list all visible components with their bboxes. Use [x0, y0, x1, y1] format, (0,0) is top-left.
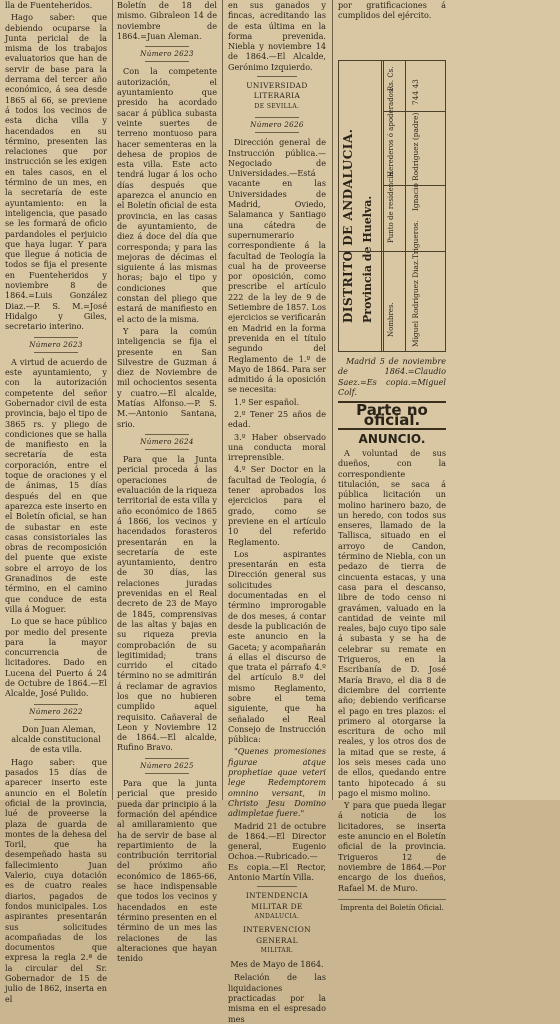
notice-number: Número 2623: [117, 46, 217, 62]
text-paragraph: Madrid 21 de octubre de 1864.—El Director general, Eugenio Ochoa.—Rubricado.—Es copia.—El Rector, Antonio Martín Villa.: [228, 820, 326, 883]
table-header-name: Nombres.: [387, 302, 395, 337]
notice-number: Número 2626: [228, 117, 326, 133]
column-3: [228, 0, 326, 1024]
section-subheading: DE SEVILLA.: [254, 102, 300, 110]
list-item: 1.º Ser español.: [234, 396, 300, 407]
table-header-heirs: Herederos ó apoderados.: [387, 87, 395, 177]
text-paragraph: Para que la Junta pericial proceda á las operaciones de evaluación de la riqueza territorial de esta villa y año económico de 1865 á 1866, los vecinos y hacendados forasteros presentarán en la secretaría de este ayuntamiento, dentro de 30 días, las relaciones juradas prevenidas en el Real decreto de 23 de Mayo de 1845, comprensivas de las altas y bajas en su riqueza previa comprobación de su legitimidad; trans currido el citado término no se admitirán á reclamar de agravios los que no hubieren cumplido aquel requisito. Cañaveral de Leon y Noviembre 12 de 1864.—El alcalde, Rufino Bravo.: [117, 454, 217, 753]
text-paragraph: Dirección general de Instrucción pública.—Negociado de Universidades.—Está vacante en las Universidades de Madrid, Oviedo, Salamanca y Santiago una cátedra de supernumerario correspondiente á la facultad de Teología la cual ha de proveerse por oposición, como prescribe el artículo 222 de la ley de 9 de Setiembre de 1857. Los ejercicios se verificarán en Madrid en la forma prevenida en el título segundo del Reglamento de 1.º de Mayo de 1864. Para ser admitido á la oposición se necesita:: [228, 137, 326, 395]
table-cell-heirs: Ignacio Rodriguez (padre): [411, 112, 420, 211]
table-rule: [383, 185, 445, 186]
table-rule: [339, 251, 445, 252]
table-rule: [405, 61, 406, 351]
notice-number: Número 2624: [117, 434, 217, 450]
section-heading: INTENDENCIA MILITAR DE: [245, 891, 309, 911]
column-2: [117, 0, 217, 964]
section-heading: INTERVENCION GENERAL: [242, 925, 312, 945]
list-item: 3.º Haber observado una conducta moral irreprensible.: [228, 431, 326, 463]
divider: [257, 76, 296, 77]
text-paragraph: Para que la junta pericial que presido pueda dar principio á la formación del apéndice al amillaramiento que ha de servir de base al repartimiento de la contribución territorial del próximo año económico de 1865-66, se hace indispensable que todos los vecinos y hacendados en este término presenten en el término de un mes las relaciones de las alteraciones que hayan tenido: [117, 778, 217, 964]
imprint-footer: Imprenta del Boletín Oficial.: [338, 899, 446, 913]
text-paragraph: por gratificaciones á cumplidos del ejército.: [338, 0, 446, 21]
table-rule: [383, 61, 384, 351]
text-paragraph: en sus ganados y fincas, acreditando las de esta última en la forma prevenida. Niebla y noviembre 14 de 1864.—El Alcalde, Gerónimo Izquierdo.: [228, 0, 326, 72]
column-4-lower: [338, 356, 446, 912]
table-header-amount: Rs. Cs.: [387, 66, 395, 91]
section-heading: UNIVERSIDAD LITERARIA: [246, 81, 308, 101]
notice-number: Número 2625: [117, 758, 217, 774]
column-rule: [222, 0, 223, 800]
announcement-title: ANUNCIO.: [358, 431, 426, 446]
text-paragraph: "Quenes promesiones figurae atque prophetiae quae veteri lege Redemptorem omnino versant, in Christo Jesu Domino adimpletae fuere.": [228, 746, 326, 819]
list-item: 4.º Ser Doctor en la facultad de Teología, ó tener aprobados los ejercicios para el grado, como se previene en el artículo 10 del referido Reglamento.: [228, 464, 326, 547]
column-rule: [112, 0, 113, 800]
column-rule: [332, 0, 333, 800]
table-province-title: Provincia de Huelva.: [361, 195, 374, 323]
table-rule: [383, 111, 445, 112]
text-paragraph: Don Juan Aleman, alcalde constitucional de esta villa.: [11, 723, 101, 755]
liquidation-table: [338, 60, 446, 352]
table-cell-residence: Trigueros.: [411, 220, 420, 259]
date-signature: Madrid 5 de noviembre de 1864.=Claudio Saez.=Es copia.=Miguel Colf.: [338, 356, 446, 397]
text-paragraph: Los aspirantes presentarán en esta Dirección general sus solicitudes documentadas en el término improrogable de dos meses, á contar desde la publicación de este anuncio en la Gaceta; y acompañarán á ellas el discurso de que trata el párrafo 4.º del artículo 8.º del mismo Reglamento, sobre el tema siguiente, que ha señalado el Real Consejo de Instrucción pública:: [228, 548, 326, 745]
notice-number: Número 2623: [5, 337, 107, 353]
text-paragraph: Con la competente autorización, el ayuntamiento que presido ha acordado sacar á pública subasta veinte suertes de terreno montuoso para hacer sementeras en la dehesa de propios de esta villa. Este acto tendrá lugar á los ocho días después que aparezca el anuncio en el Boletín oficial de esta provincia, en las casas de ayuntamiento, de diez á doce del día que corresponda; y para las mejoras de décimas el siguiente á las mismas horas; bajo el tipo y condiciones que constan del pliego que estará de manifiesto en el acto de la misma.: [117, 66, 217, 324]
text-paragraph: Relación de las liquidaciones practicadas por la misma en el espresado mes: [228, 972, 326, 1024]
notice-number: Número 2622: [5, 704, 107, 720]
text-paragraph: A virtud de acuerdo de este ayuntamiento, y con la autorización competente del señor Gobernador civil de esta provincia, bajo el tipo de 3865 rs. y pliego de condiciones que se halla de manifiesto en la secretaría de esta corporación, entre el toque de oraciones y el de ánimas, 15 días después del en que aparezca este inserto en el Boletín oficial, se han de subastar en este casas consistoriales las obras de recomposición del puente que existe sobre el arroyo de los Granadinos de este término, en el camino que conduce de esta villa á Moguer.: [5, 356, 107, 614]
date-line: Mes de Mayo de 1864.: [230, 959, 324, 970]
section-subheading: ANDALUCIA.: [254, 912, 300, 920]
text-paragraph: Hago saber: que pasados 15 días de aparecer inserto este anuncio en el Boletín oficial de la provincia, lué de proveerse la plaza de guarda de montes de la dehesa del Toril, que ha desempeñado hasta su fallecimiento Juan Valerio, cuya dotación es de cuatro reales diarios, pagados de fondos municipales. Los aspirantes presentarán sus solicitudes acompañadas de los documentos que expresa la regla 2.ª de la circular del Sr. Gobernador de 15 de julio de 1862, inserta en el: [5, 756, 107, 1004]
text-paragraph: Lo que se hace público por medio del presente para la mayor concurrencia de licitadores. Dado en Lucena del Puerto á 24 de Octubre de 1864.—El Alcalde, José Pulido.: [5, 616, 107, 699]
list-item: 2.º Tener 25 años de edad.: [228, 408, 326, 430]
text-paragraph: Hago saber: que debiendo ocuparse la Junta pericial de la misma de los trabajos evaluatorios que han de servir de base para la derrama del tercer año económico, á sea desde 1865 al 66, se previene á todos los vecinos de esta dicha villa y hacendados en su término, presenten las relaciones que por instrucción se les exigen en tales casos, en el término de un mes, en la secretaría de este ayuntamiento: en la inteligencia, que pasado se les formará de oficio pardandoles el perjuicio que haya lugar. Y para que llegue á noticia de todos se fija el presente en Fuenteheridos y noviembre 8 de 1864.=Luis González Diaz.—P. S. M.=José Hidalgo y Giles, secretario interino.: [5, 12, 107, 332]
table-header-residence: Punto de residencia.: [387, 170, 395, 243]
table-district-title: DISTRITO DE ANDALUCIA.: [341, 128, 355, 323]
text-paragraph: A voluntad de sus dueños, con la correspondiente titulación, se saca á pública licitación un molino harinero bazo, de un heredo, con todos sus enseres, llamado de la Tallisca, situado en el arroyo de Candon, término de Niebla, con un pedazo de tierra de cincuenta estacas, y una casa para el descanso, libre de todo censo ni gravámen, valuado en la cantidad de veinte mil reales, bajo cuyo tipo sale á subasta y se ha de celebrar su remate en Trigueros, en la Escribanía de D. José María Bravo, el dia 8 de diciembre del corriente año; debiendo verificarse el pago en tres plazos: el primero al otorgarse la escritura de ocho mil reales, y los otros dos de la mitad que se reste, á los seis meses cada uno de ellos, quedando entre tanto hipotecado á su pago el mismo molino.: [338, 448, 446, 798]
text-paragraph: Y para que pueda llegar á noticia de los licitadores, se inserta este anuncio en el Boletín oficial de la provincia. Trigueros 12 de noviembre de 1864.—Por encargo de los dueños, Rafael M. de Muro.: [338, 800, 446, 893]
divider: [257, 886, 296, 887]
column-1: [5, 0, 107, 1004]
text-paragraph: Boletín de 18 del mismo. Gibraleon 14 de noviembre de 1864.=Juan Aleman.: [117, 0, 217, 41]
table-cell-name: Miguel Rodriguez Diaz.: [411, 258, 420, 347]
section-title: Parte no oficial.: [338, 401, 446, 430]
table-rule: [381, 61, 382, 351]
table-cell-amount: 744 43: [411, 79, 420, 105]
section-subheading: MILITAR.: [260, 946, 294, 954]
text-paragraph: Y para la común inteligencia se fija el presente en San Silvestre de Guzman á diez de Noviembre de mil ochocientos sesenta y cuatro.—El alcalde, Matías Alfonso.—P. S. M.—Antonio Santana, srio.: [117, 325, 217, 429]
text-paragraph: lla de Fuenteheridos.: [5, 0, 93, 10]
